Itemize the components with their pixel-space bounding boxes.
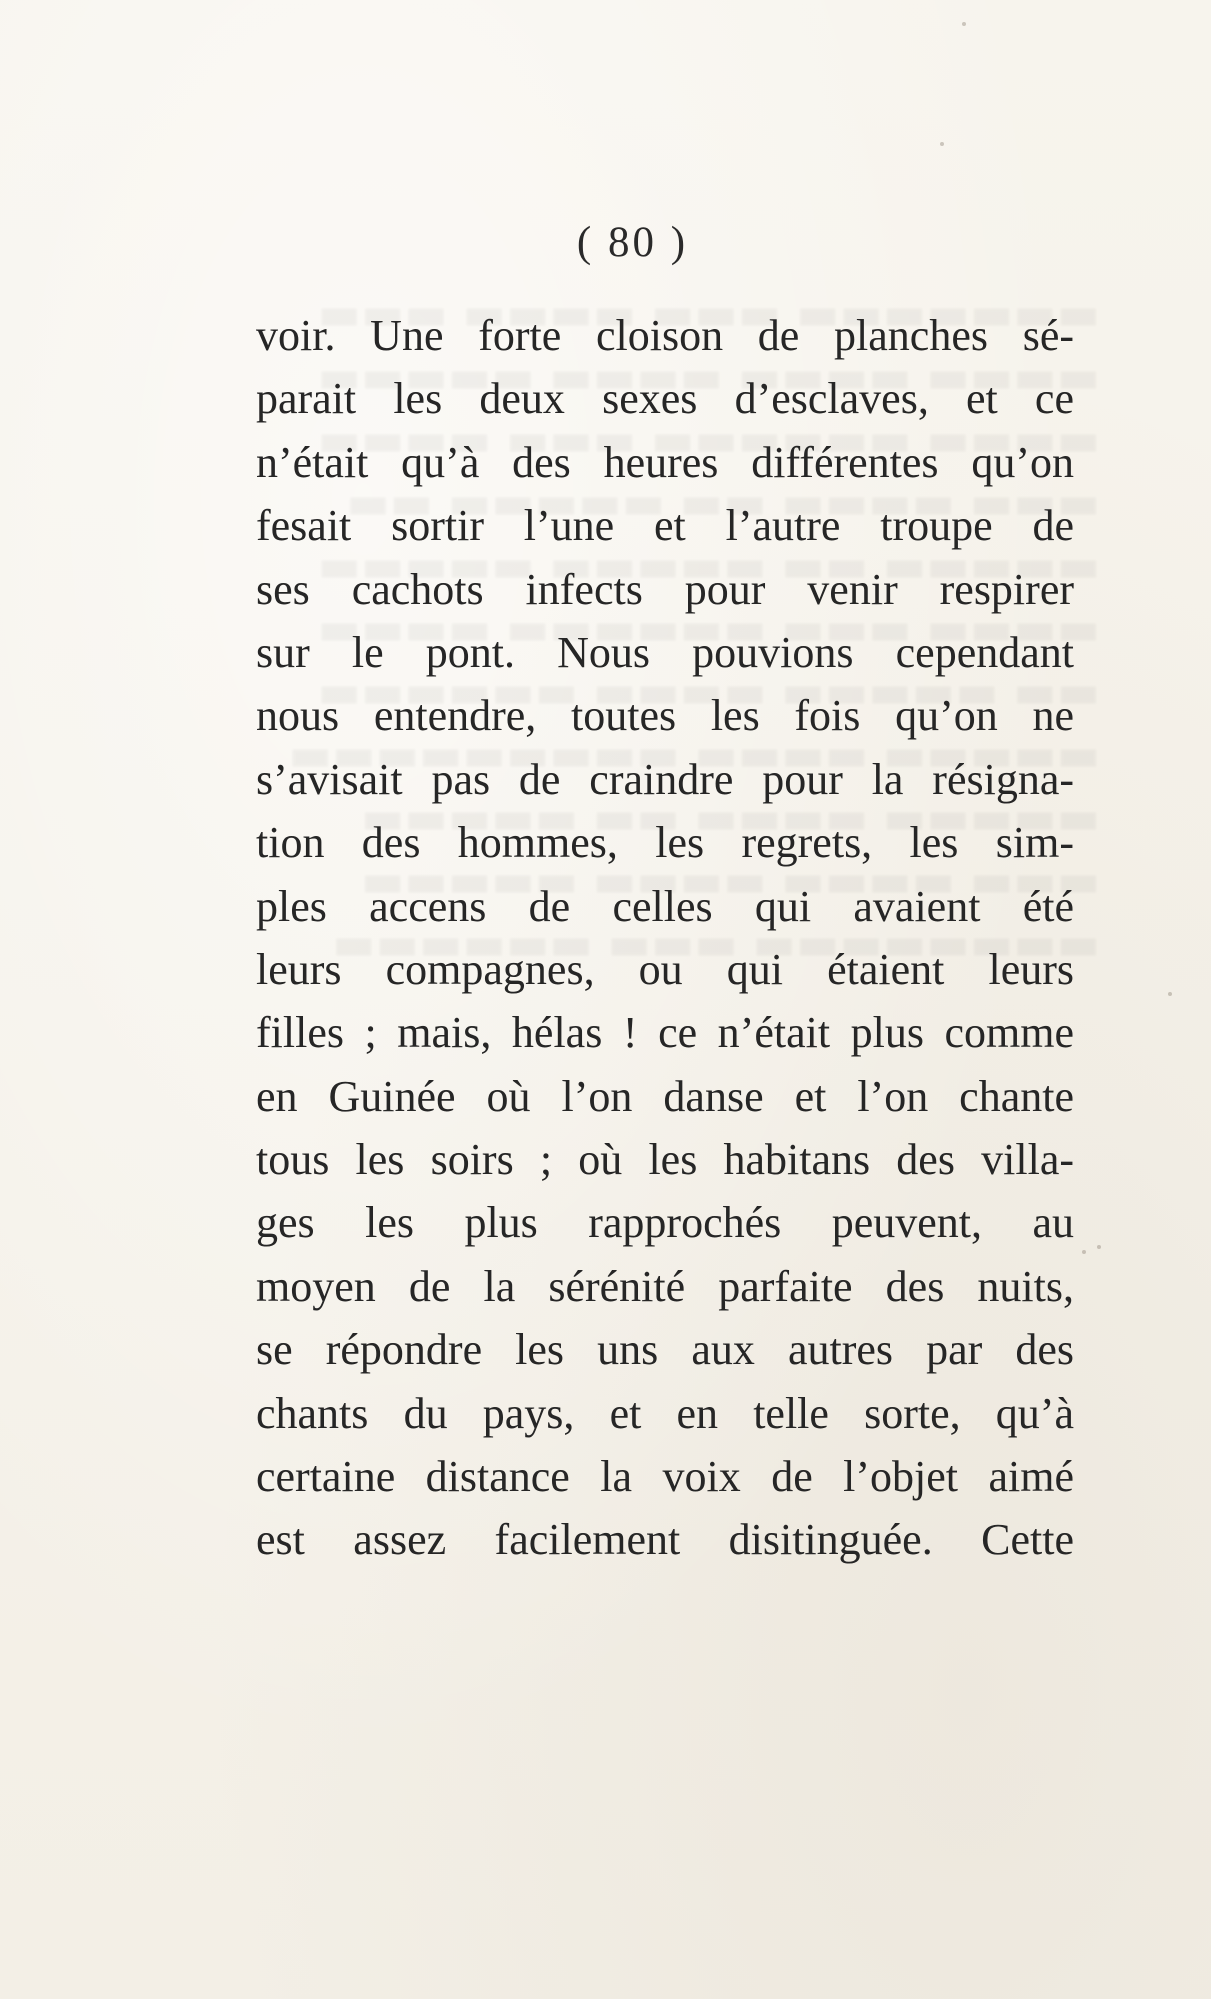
text-line: fesait sortir l’une et l’autre troupe de [256, 501, 1074, 551]
text-line: parait les deux sexes d’esclaves, et ce [256, 374, 1074, 424]
text-line: n’était qu’à des heures différentes qu’on [256, 437, 1074, 487]
text-line: certaine distance la voix de l’objet aimé [256, 1452, 1074, 1502]
text-line: ges les plus rapprochés peuvent, au [256, 1198, 1074, 1248]
text-line: chants du pays, et en telle sorte, qu’à [256, 1388, 1074, 1438]
text-line: nous entendre, toutes les fois qu’on ne [256, 691, 1074, 741]
paper-speck [940, 142, 944, 146]
text-line: moyen de la sérénité parfaite des nuits, [256, 1261, 1074, 1311]
text-line: en Guinée où l’on danse et l’on chante [256, 1071, 1074, 1121]
text-line: est assez facilement disitinguée. Cette [256, 1515, 1074, 1565]
paper-speck [962, 22, 966, 26]
text-line: filles ; mais, hélas ! ce n’était plus comme [256, 1008, 1074, 1058]
text-line: voir. Une forte cloison de planches sé- [256, 311, 1074, 360]
text-line: tous les soirs ; où les habitans des villa- [256, 1135, 1074, 1185]
text-line: se répondre les uns aux autres par des [256, 1325, 1074, 1375]
text-line: leurs compagnes, ou qui étaient leurs [256, 944, 1074, 994]
text-line: s’avisait pas de craindre pour la résigna- [256, 754, 1074, 804]
text-line: tion des hommes, les regrets, les sim- [256, 818, 1074, 868]
body-text [256, 304, 1074, 1572]
paper-speck [1168, 992, 1172, 996]
paper-speck [1097, 1245, 1101, 1249]
text-line: ses cachots infects pour venir respirer [256, 564, 1074, 614]
paper-speck [1082, 1250, 1086, 1254]
text-line: ples accens de celles qui avaient été [256, 881, 1074, 931]
text-line: sur le pont. Nous pouvions cependant [256, 627, 1074, 677]
page-number: ( 80 ) [576, 219, 689, 266]
